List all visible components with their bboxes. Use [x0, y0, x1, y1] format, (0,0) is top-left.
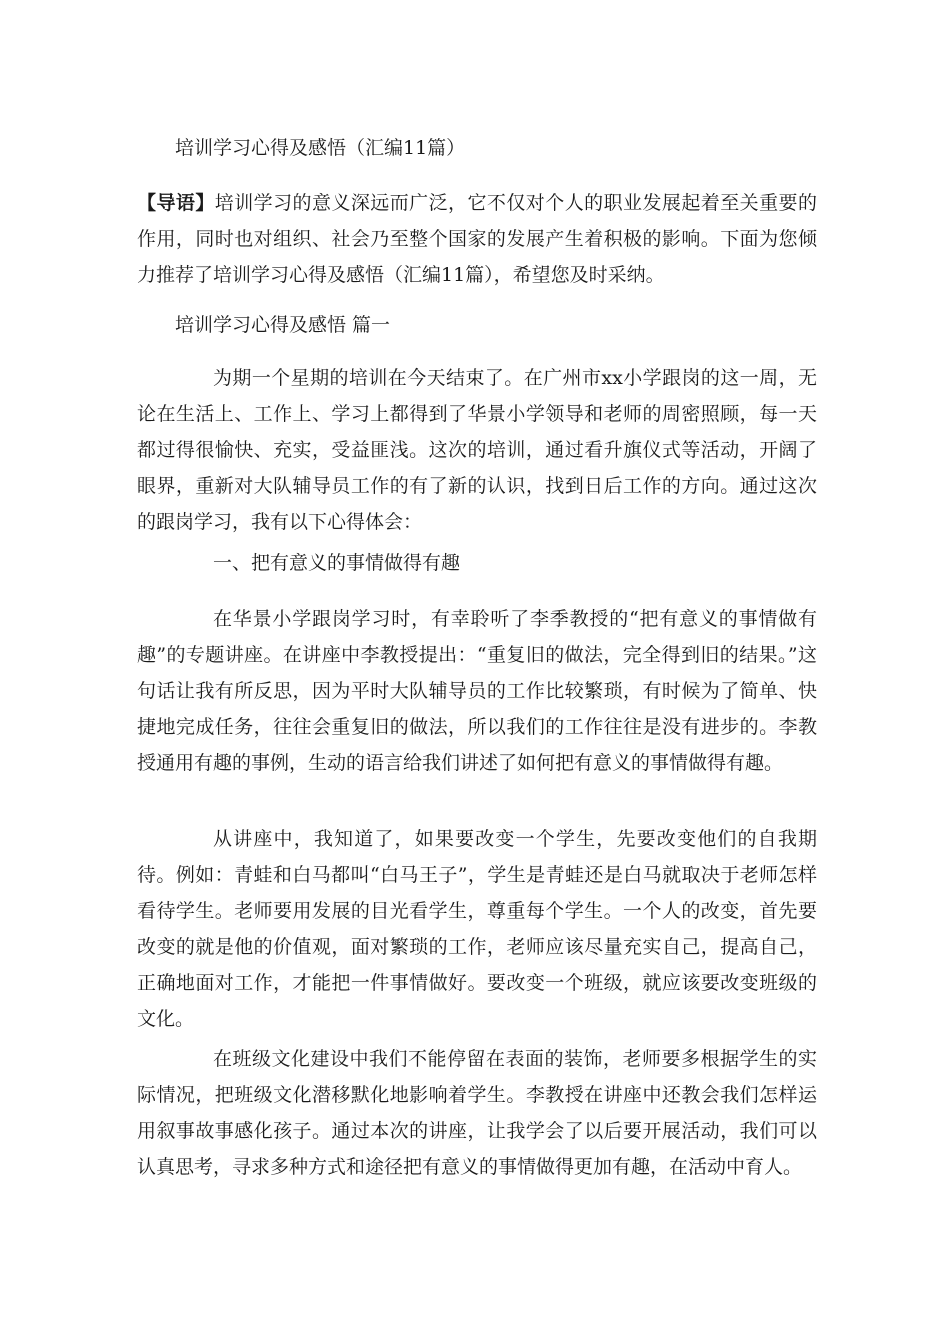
document-title: 培训学习心得及感悟（汇编11篇）	[175, 137, 466, 159]
body-paragraph-3: 从讲座中，我知道了，如果要改变一个学生，先要改变他们的自我期待。例如：青蛙和白马都叫“白马王子”，学生是青蛙还是白马就取决于老师怎样看待学生。老师要用发展的目光看学生，尊重每个学生。一个人的改变，首先要改变的就是他的价值观，面对繁琐的工作，老师应该尽量充实自己，提高自己，正确地面对工作，才能把一件事情做好。要改变一个班级，就应该要改变班级的文化。	[137, 828, 817, 1030]
section-title: 培训学习心得及感悟 篇一	[175, 314, 391, 336]
intro-text: 培训学习的意义深远而广泛，它不仅对个人的职业发展起着至关重要的作用，同时也对组织、社会乃至整个国家的发展产生着积极的影响。下面为您倾力推荐了培训学习心得及感悟（汇编11篇），希望您及时采纳。	[137, 192, 817, 286]
body-paragraph-4: 在班级文化建设中我们不能停留在表面的装饰，老师要多根据学生的实际情况，把班级文化潜移默化地影响着学生。李教授在讲座中还教会我们怎样运用叙事故事感化孩子。通过本次的讲座，让我学会了以后要开展活动，我们可以认真思考，寻求多种方式和途径把有意义的事情做得更加有趣，在活动中育人。	[137, 1048, 817, 1178]
body-paragraph-2: 在华景小学跟岗学习时，有幸聆听了李季教授的“把有意义的事情做有趣”的专题讲座。在讲座中李教授提出：“重复旧的做法，完全得到旧的结果。”这句话让我有所反思，因为平时大队辅导员的工作比较繁琐，有时候为了简单、快捷地完成任务，往往会重复旧的做法，所以我们的工作往往是没有进步的。李教授通用有趣的事例，生动的语言给我们讲述了如何把有意义的事情做得有趣。	[137, 608, 817, 774]
sub-heading: 一、把有意义的事情做得有趣	[213, 552, 461, 574]
body-paragraph-1: 为期一个星期的培训在今天结束了。在广州市xx小学跟岗的这一周，无论在生活上、工作上、学习上都得到了华景小学领导和老师的周密照顾，每一天都过得很愉快、充实，受益匪浅。这次的培训，通过看升旗仪式等活动，开阔了眼界，重新对大队辅导员工作的有了新的认识，找到日后工作的方向。通过这次的跟岗学习，我有以下心得体会：	[137, 367, 817, 533]
intro-tag: 【导语】	[137, 192, 215, 214]
intro-paragraph	[137, 185, 817, 293]
